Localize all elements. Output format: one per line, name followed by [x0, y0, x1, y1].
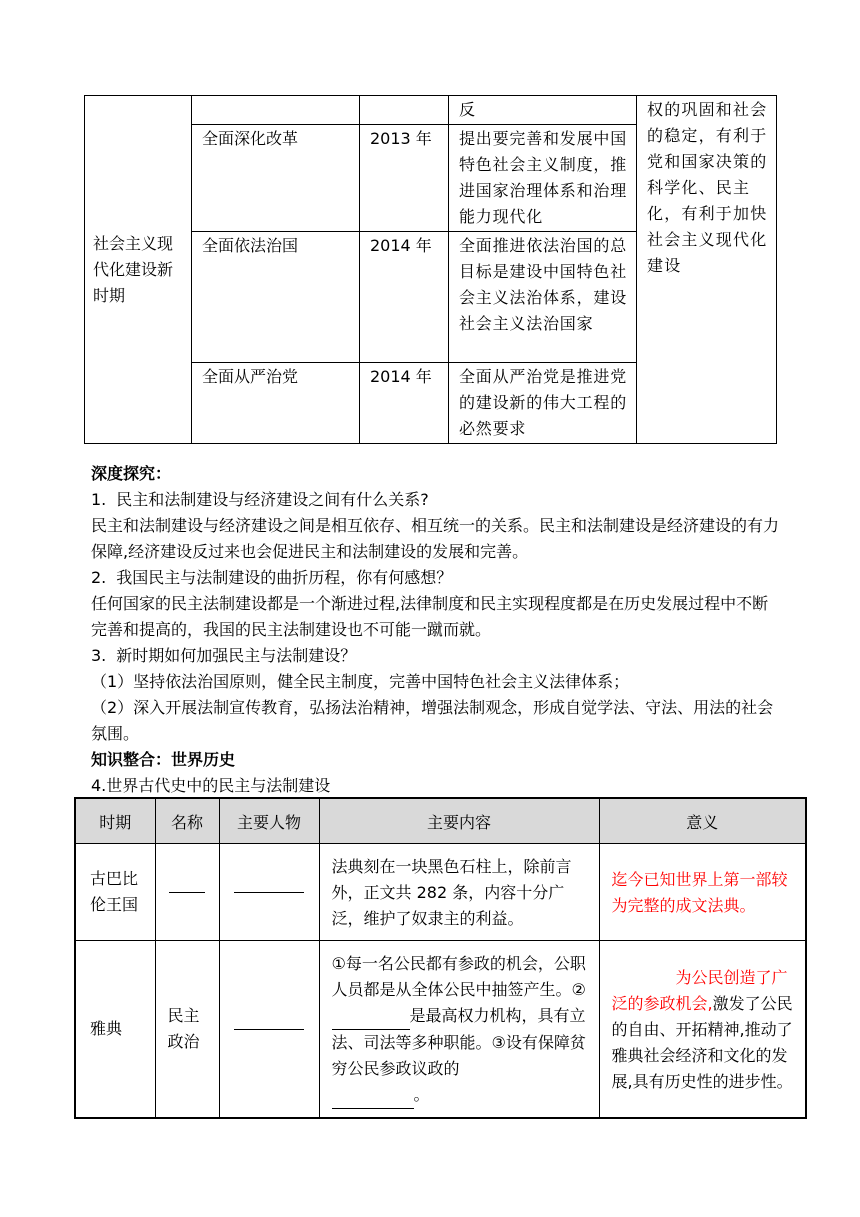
question-text: 我国民主与法制建设的曲折历程，你有何感想？ — [116, 568, 453, 587]
period-cell: 古巴比伦王国 — [75, 844, 155, 941]
section-heading: 深度探究： — [91, 464, 172, 483]
policy-content: 全面从严治党是推进党的建设新的伟大工程的必然要求 — [449, 363, 637, 444]
content-cell — [319, 941, 599, 1119]
answer-3-2: （2）深入开展法制宣传教育，弘扬法治精神，增强法制观念，形成自觉学法、守法、用法的社会氛围。 — [91, 698, 774, 743]
question-number: 1. — [91, 490, 107, 509]
question-text: 民主和法制建设与经济建设之间有什么关系? — [116, 490, 429, 509]
people-cell — [219, 941, 319, 1119]
header-people: 主要人物 — [219, 798, 319, 844]
policy-year: 2013 年 — [360, 125, 449, 232]
content-cell: 法典刻在一块黑色石柱上，除前言外，正文共 282 条，内容十分广泛，维护了奴隶主的利益。 — [319, 844, 599, 941]
question-number: 2. — [91, 568, 107, 587]
significance-cell — [599, 941, 806, 1119]
policy-name: 全面从严治党 — [192, 363, 360, 444]
modern-period-table — [84, 95, 777, 444]
people-cell — [219, 844, 319, 941]
content-text: 是最高权力机构，具有立法、司法等多种职能。③设有保障贫穷公民参政议政的 — [331, 1006, 586, 1078]
content-text: 。 — [413, 1085, 430, 1104]
significance-cell: 权的巩固和社会的稳定，有利于党和国家决策的科学化、民主化，有利于加快社会主义现代化建设 — [637, 96, 777, 444]
policy-content: 提出要完善和发展中国特色社会主义制度，推进国家治理体系和治理能力现代化 — [449, 125, 637, 232]
header-content: 主要内容 — [319, 798, 599, 844]
section-heading-2: 知识整合：世界历史 — [91, 750, 236, 769]
question-text: 新时期如何加强民主与法制建设？ — [116, 646, 357, 665]
header-period: 时期 — [75, 798, 155, 844]
policy-year: 2014 年 — [360, 363, 449, 444]
policy-name: 全面深化改革 — [192, 125, 360, 232]
significance-red-text: 为公民创造了广泛的参政机会, — [611, 968, 788, 1013]
content-cell: 反 — [449, 96, 637, 125]
answer-1: 民主和法制建设与经济建设之间是相互依存、相互统一的关系。民主和法制建设是经济建设的有力保障,经济建设反过来也会促进民主和法制建设的发展和完善。 — [91, 516, 780, 561]
header-name: 名称 — [155, 798, 219, 844]
significance-cell: 迄今已知世界上第一部较为完整的成文法典。 — [599, 844, 806, 941]
fill-blank — [332, 1003, 410, 1030]
ancient-world-table — [74, 797, 807, 1119]
question-2 — [91, 565, 781, 591]
period-text: 社会主义现代化建设新时期 — [93, 233, 174, 305]
question-1 — [91, 487, 781, 513]
name-cell — [155, 844, 219, 941]
empty-cell — [360, 96, 449, 125]
blank-line — [169, 892, 205, 893]
policy-year: 2014 年 — [360, 232, 449, 363]
name-cell: 民主政治 — [155, 941, 219, 1119]
question-3 — [91, 643, 781, 669]
question-number: 3. — [91, 646, 107, 665]
blank-line — [234, 1029, 304, 1030]
blank-line — [234, 892, 304, 893]
significance-text: 激发了公民的自由、开拓精神,推动了雅典社会经济和文化的发展,具有历史性的进步性。 — [611, 994, 793, 1091]
empty-cell — [192, 96, 360, 125]
content-text: ①每一名公民都有参政的机会，公职人员都是从全体公民中抽签产生。② — [331, 954, 586, 999]
answer-2: 任何国家的民主法制建设都是一个渐进过程,法律制度和民主实现程度都是在历史发展过程中不断完善和提高的，我国的民主法制建设也不可能一蹴而就。 — [91, 594, 769, 639]
period-cell: 雅典 — [75, 941, 155, 1119]
period-cell — [85, 96, 192, 444]
header-significance: 意义 — [599, 798, 806, 844]
policy-content: 全面推进依法治国的总目标是建设中国特色社会主义法治体系，建设社会主义法治国家 — [449, 232, 637, 363]
answer-3-1: （1）坚持依法治国原则，健全民主制度，完善中国特色社会主义法律体系； — [91, 672, 630, 691]
item-4-title: 4.世界古代史中的民主与法制建设 — [91, 776, 331, 795]
fill-blank — [332, 1082, 414, 1109]
policy-name: 全面依法治国 — [192, 232, 360, 363]
deep-inquiry-section — [91, 461, 781, 799]
